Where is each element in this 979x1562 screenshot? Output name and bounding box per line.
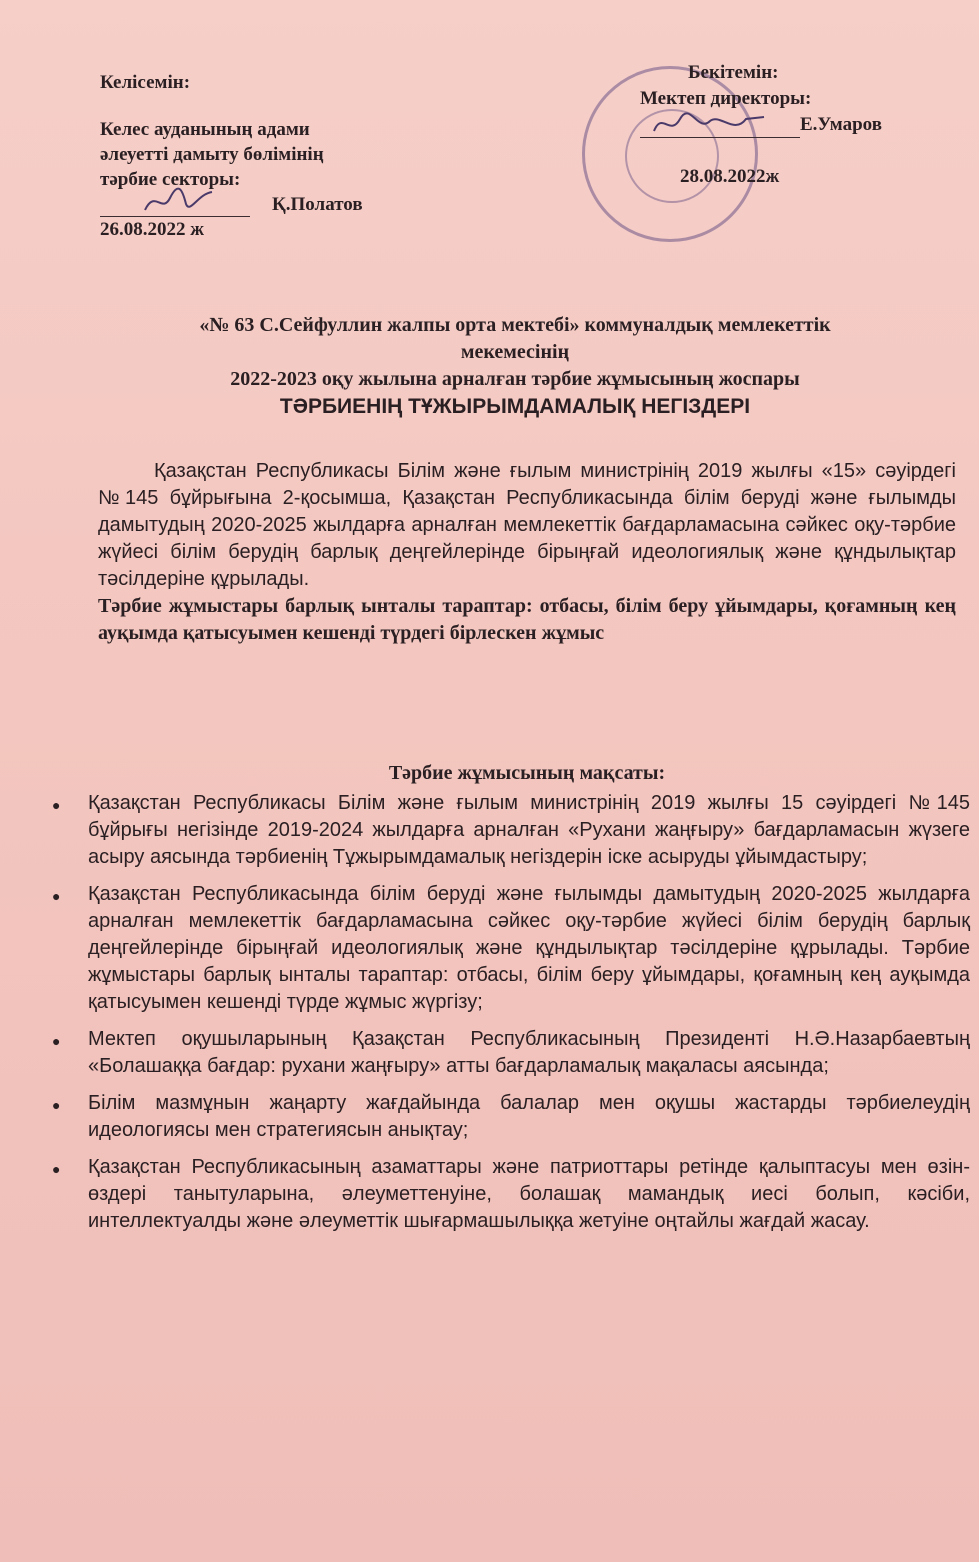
left-signature bbox=[140, 184, 220, 218]
title-line4: ТӘРБИЕНІҢ ТҰЖЫРЫМДАМАЛЫҚ НЕГІЗДЕРІ bbox=[279, 395, 751, 418]
list-item bbox=[52, 1026, 970, 1080]
goals-list bbox=[52, 790, 970, 1245]
bullet-icon: ● bbox=[52, 888, 61, 904]
title-line1: «№ 63 С.Сейфуллин жалпы орта мектебі» коммуналдық мемлекеттік bbox=[199, 314, 831, 336]
list-item bbox=[52, 1090, 970, 1144]
approval-right-signature-row bbox=[640, 112, 960, 138]
list-item bbox=[52, 881, 970, 1016]
approval-right-line1: Мектеп директоры: bbox=[640, 88, 812, 109]
list-item bbox=[52, 790, 970, 871]
intro-paragraph: Қазақстан Республикасы Білім және ғылым министрінің 2019 жылғы «15» сәуірдегі №145 бұйрығына 2-қосымша, Қазақстан Республикасында білім беруді және ғылымды дамытудың 2020-2025 жылдарға арналған мемлекеттік бағдарламасына сәйкес оқу-тәрбие жүйесі білім берудің барлық деңгейлерінде бірыңғай идеологиялық және құндылықтар тәсілдеріне құрылады. bbox=[98, 460, 956, 590]
bullet-icon: ● bbox=[52, 1033, 61, 1049]
approval-left-line2: әлеуетті дамыту бөлімінің bbox=[100, 144, 324, 165]
approval-left-signature-row bbox=[100, 192, 420, 217]
signature-line bbox=[640, 119, 800, 138]
bullet-icon: ● bbox=[52, 797, 61, 813]
bullet-icon: ● bbox=[52, 1097, 61, 1113]
approval-right-date: 28.08.2022ж bbox=[680, 166, 780, 187]
list-item bbox=[52, 1154, 970, 1235]
goals-title: Тәрбие жұмысының мақсаты: bbox=[388, 762, 666, 784]
intro-bold-paragraph: Тәрбие жұмыстары барлық ынталы тараптар: отбасы, білім беру ұйымдары, қоғамның кең ауқымда қатысуымен кешенді түрдегі бірлескен жұмыс bbox=[98, 595, 956, 644]
approval-left-line3: тәрбие секторы: bbox=[100, 169, 241, 190]
document-title bbox=[90, 312, 940, 420]
title-line3: 2022-2023 оқу жылына арналған тәрбие жұмысының жоспары bbox=[230, 368, 800, 390]
approval-right-name: Е.Умаров bbox=[800, 114, 882, 135]
goal-text: Қазақстан Республикасында білім беруді және ғылымды дамытудың 2020-2025 жылдарға арналған мемлекеттік бағдарламасына сәйкес оқу-тәрбие жүйесі білім берудің барлық деңгейлерінде бірыңғай идеологиялық және құндылықтар тәсілдеріне құрылады. Тәрбие жұмыстары барлық ынталы тараптар: отбасы, білім беру ұйымдары, қоғамның кең ауқымда қатысуымен кешенді түрде жұмыс жүргізу; bbox=[88, 883, 970, 1013]
approval-left-name: Қ.Полатов bbox=[272, 194, 363, 215]
approval-left-date: 26.08.2022 ж bbox=[100, 219, 205, 240]
goal-text: Қазақстан Республикасының азаматтары және патриоттары ретінде қалыптасуы мен өзін-өздері танытуларына, әлеуметтенуіне, болашақ мамандық иесі болып, кәсіби, интеллектуалды және әлеуметтік шығармашылыққа жетуіне оңтайлы жағдай жасау. bbox=[88, 1156, 970, 1232]
right-signature bbox=[650, 107, 770, 141]
intro-section bbox=[98, 458, 956, 647]
bullet-icon: ● bbox=[52, 1161, 61, 1177]
goal-text: Қазақстан Республикасы Білім және ғылым министрінің 2019 жылғы 15 сәуірдегі №145 бұйрығы негізінде 2019-2024 жылдарға арналған «Рухани жаңғыру» бағдарламасын жүзеге асыру аясында тәрбиенің Тұжырымдамалық негіздерін іске асыруды ұйымдастыру; bbox=[88, 792, 970, 868]
signature-line bbox=[100, 198, 250, 217]
approval-left-heading: Келісемін: bbox=[100, 72, 191, 93]
approval-right-heading: Бекітемін: bbox=[688, 62, 779, 83]
approval-right bbox=[640, 60, 960, 190]
approval-left-line1: Келес ауданының адами bbox=[100, 119, 310, 140]
goal-text: Мектеп оқушыларының Қазақстан Республикасының Президенті Н.Ә.Назарбаевтың «Болашаққа бағдар: рухани жаңғыру» атты бағдарламалық мақаласы аясында; bbox=[88, 1028, 970, 1077]
title-line2: мекемесінің bbox=[460, 341, 570, 363]
approval-left bbox=[100, 70, 420, 242]
goal-text: Білім мазмұнын жаңарту жағдайында балалар мен оқушы жастарды тәрбиелеудің идеологиясы мен стратегиясын анықтау; bbox=[88, 1092, 970, 1141]
